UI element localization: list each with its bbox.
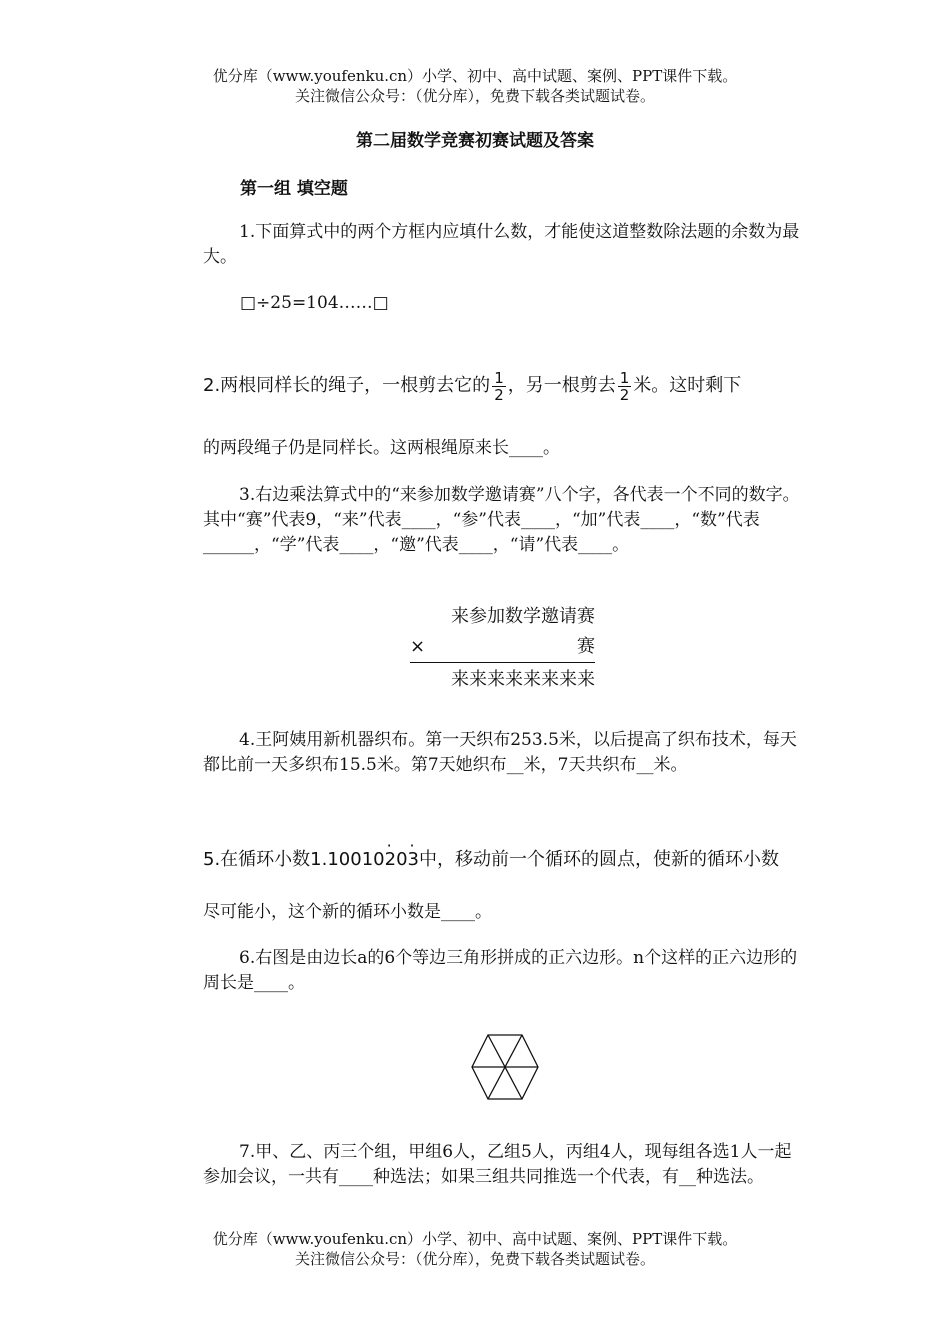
section-heading: 第一组 填空题 <box>240 179 348 199</box>
question-6 <box>203 946 808 996</box>
question-1-text: 1.下面算式中的两个方框内应填什么数，才能使这道整数除法题的余数为最大。 <box>203 222 800 267</box>
fraction-numerator: 1 <box>494 368 504 387</box>
question-4 <box>203 728 808 778</box>
multiplier-row <box>410 632 595 662</box>
question-2-part-3: 米。这时剩下 <box>633 375 742 396</box>
question-2-continuation: 的两段绳子仍是同样长。这两根绳原来长____。 <box>203 438 560 458</box>
repeating-digit-end: 3 · <box>408 846 419 874</box>
question-5-line <box>203 846 779 874</box>
repeating-digit-start: 2 · <box>385 846 396 874</box>
question-7-text: 7.甲、乙、丙三个组，甲组6人，乙组5人，丙组4人，现每组各选1人一起参加会议，一共有____种选法；如果三组共同推选一个代表，有__种选法。 <box>203 1142 792 1187</box>
question-6-text: 6.右图是由边长a的6个等边三角形拼成的正六边形。n个这样的正六边形的周长是____。 <box>203 948 798 993</box>
document-title: 第二届数学竞赛初赛试题及答案 <box>356 131 594 151</box>
fraction-numerator: 1 <box>619 368 630 387</box>
question-1-formula: □÷25=104……□ <box>240 293 389 313</box>
fraction-half-1 <box>492 370 506 403</box>
fraction-half-2 <box>618 370 632 403</box>
header-line-2: 关注微信公众号：（优分库），免费下载各类试题试卷。 <box>294 87 655 105</box>
hexagon-figure <box>470 1034 540 1100</box>
question-5-continuation: 尽可能小，这个新的循环小数是____。 <box>203 902 492 922</box>
multiplication-figure <box>410 602 595 695</box>
multiplicand: 来参加数学邀请赛 <box>451 606 595 627</box>
question-4-text: 4.王阿姨用新机器织布。第一天织布253.5米，以后提高了织布技术，每天都比前一天多织布15.5米。第7天她织布__米，7天共织布__米。 <box>203 730 797 775</box>
question-7 <box>203 1140 808 1190</box>
times-sign: × <box>410 636 426 657</box>
question-5-mid: 0 <box>396 849 408 870</box>
fraction-denominator: 2 <box>619 385 630 404</box>
multiplier: 赛 <box>577 636 595 657</box>
fraction-denominator: 2 <box>494 385 504 404</box>
question-5-prefix: 5.在循环小数1.10010 <box>203 849 385 870</box>
page-footer <box>0 1229 950 1269</box>
question-2-line <box>203 366 741 406</box>
question-5-suffix: 中，移动前一个循环的圆点，使新的循环小数 <box>418 849 779 870</box>
question-2-part-2: ，另一根剪去 <box>507 375 616 396</box>
question-3 <box>203 483 808 558</box>
header-line-1: 优分库（www.youfenku.cn）小学、初中、高中试题、案例、PPT课件下载。 <box>212 67 738 85</box>
question-3-text: 3.右边乘法算式中的“来参加数学邀请赛”八个字，各代表一个不同的数字。其中“赛”代表9，“来”代表____，“参”代表____，“加”代表____，“数”代表______，“学”代表____，“邀”代表____，“请”代表____。 <box>203 485 800 555</box>
product: 来来来来来来来来 <box>410 662 595 695</box>
question-1 <box>203 220 808 270</box>
footer-line-2: 关注微信公众号：（优分库），免费下载各类试题试卷。 <box>294 1250 655 1268</box>
footer-line-1: 优分库（www.youfenku.cn）小学、初中、高中试题、案例、PPT课件下载。 <box>212 1230 738 1248</box>
page-header <box>0 66 950 106</box>
question-2-part-1: 2.两根同样长的绳子，一根剪去它的 <box>203 375 491 396</box>
